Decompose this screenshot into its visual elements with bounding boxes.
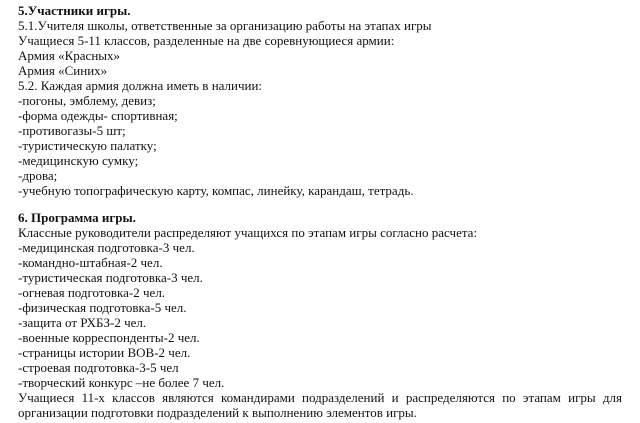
doc-list-item: -защита от РХБЗ-2 чел. — [18, 315, 147, 330]
doc-list-item: -дрова; — [18, 168, 58, 183]
doc-list-item: -страницы истории ВОВ-2 чел. — [18, 345, 191, 360]
doc-list-item: -огневая подготовка-2 чел. — [18, 285, 166, 300]
doc-list-item: -медицинскую сумку; — [18, 153, 139, 168]
doc-line: Классные руководители распределяют учащихся по этапам игры согласно расчета: — [18, 225, 478, 240]
doc-list-item: -военные корреспонденты-2 чел. — [18, 330, 200, 345]
doc-list-item: -творческий конкурс –не более 7 чел. — [18, 375, 225, 390]
doc-list-item: -физическая подготовка-5 чел. — [18, 300, 187, 315]
doc-line: Армия «Синих» — [18, 63, 108, 78]
doc-list-item: -туристическую палатку; — [18, 138, 157, 153]
section-divider-space — [18, 198, 622, 210]
doc-list-item: -форма одежды- спортивная; — [18, 108, 178, 123]
closing-paragraph-line-2: организации подготовки подразделений к выполнению элементов игры. — [18, 405, 417, 420]
doc-list-item: -командно-штабная-2 чел. — [18, 255, 163, 270]
section-5-heading: 5.Участники игры. — [18, 3, 131, 18]
doc-line: Армия «Красных» — [18, 48, 121, 63]
doc-list-item: -противогазы-5 шт; — [18, 123, 126, 138]
doc-list-item: -погоны, эмблему, девиз; — [18, 93, 156, 108]
doc-line: 5.2. Каждая армия должна иметь в наличии: — [18, 78, 263, 93]
doc-list-item: -медицинская подготовка-3 чел. — [18, 240, 195, 255]
section-6-heading: 6. Программа игры. — [18, 210, 136, 225]
doc-list-item: -туристическая подготовка-3 чел. — [18, 270, 203, 285]
doc-list-item: -учебную топографическую карту, компас, линейку, карандаш, тетрадь. — [18, 183, 414, 198]
doc-line: Учащиеся 5-11 классов, разделенные на две соревнующиеся армии: — [18, 33, 395, 48]
doc-line: 5.1.Учителя школы, ответственные за организацию работы на этапах игры — [18, 18, 432, 33]
closing-paragraph-line-1: Учащиеся 11-х классов являются командирами подразделений и распределяются по этапам игры для — [18, 390, 622, 405]
doc-list-item: -строевая подготовка-3-5 чел — [18, 360, 179, 375]
